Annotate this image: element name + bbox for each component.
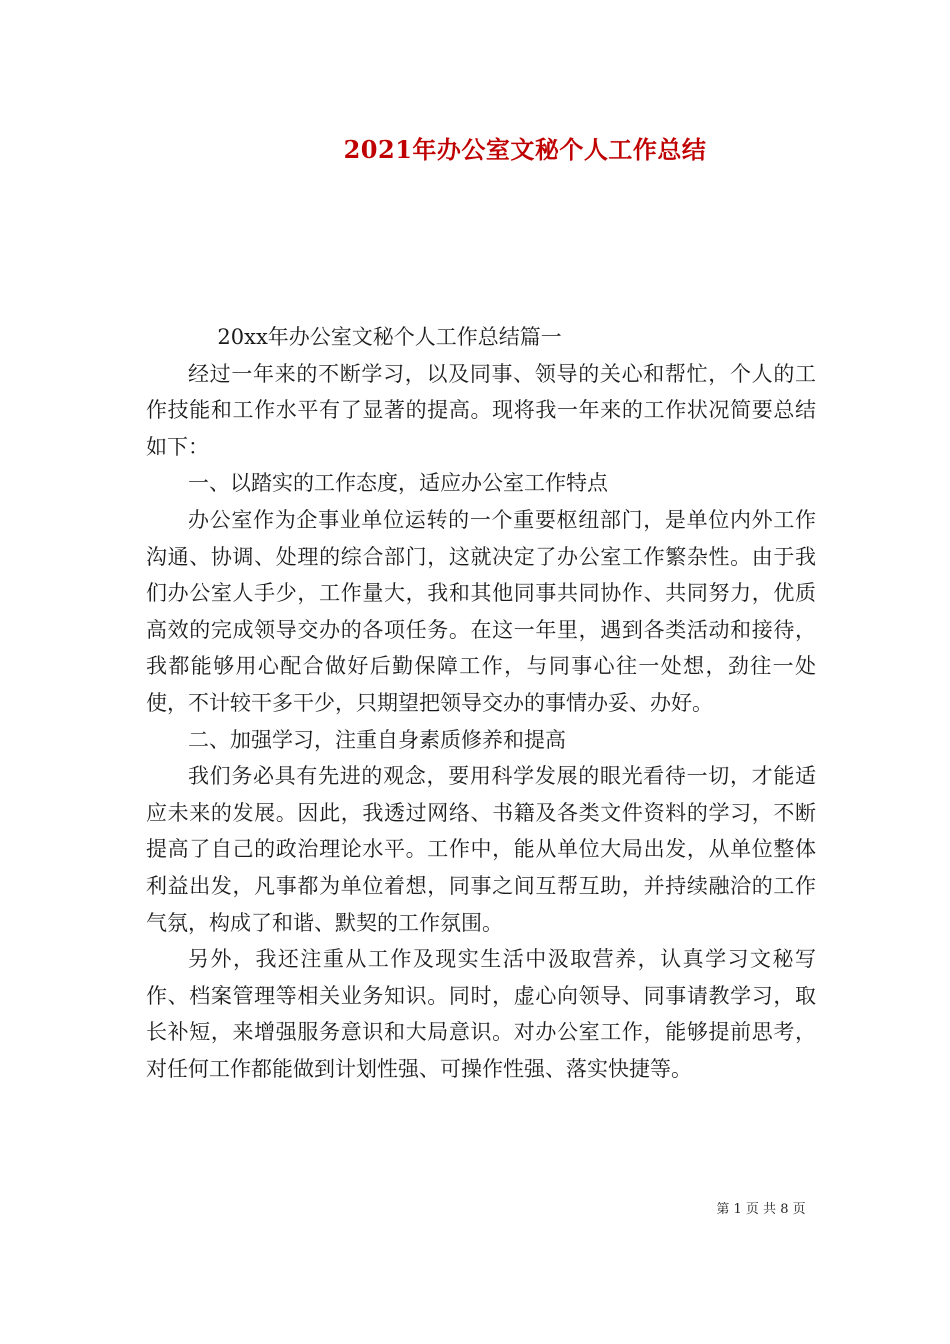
section-heading-2: 二、加强学习，注重自身素质修养和提高	[188, 727, 566, 752]
document-body	[146, 319, 816, 1087]
paragraph-section-1: 办公室作为企事业单位运转的一个重要枢纽部门，是单位内外工作沟通、协调、处理的综合部门，这就决定了办公室工作繁杂性。由于我们办公室人手少，工作量大，我和其他同事共同协作、共同努力，优质高效的完成领导交办的各项任务。在这一年里，遇到各类活动和接待，我都能够用心配合做好后勤保障工作，与同事心往一处想，劲往一处使，不计较干多干少，只期望把领导交办的事情办妥、办好。	[146, 507, 816, 715]
paragraph-intro: 经过一年来的不断学习，以及同事、领导的关心和帮忙，个人的工作技能和工作水平有了显著的提高。现将我一年来的工作状况简要总结如下：	[146, 361, 816, 459]
document-subtitle: 20xx年办公室文秘个人工作总结篇一	[217, 325, 562, 349]
document-title: 2021年办公室文秘个人工作总结	[343, 135, 707, 164]
section-heading-1: 一、以踏实的工作态度，适应办公室工作特点	[188, 471, 608, 496]
paragraph-section-2-continued: 另外，我还注重从工作及现实生活中汲取营养，认真学习文秘写作、档案管理等相关业务知识。同时，虚心向领导、同事请教学习，取长补短，来增强服务意识和大局意识。对办公室工作，能够提前思考，对任何工作都能做到计划性强、可操作性强、落实快捷等。	[146, 947, 816, 1081]
paragraph-section-2: 我们务必具有先进的观念，要用科学发展的眼光看待一切，才能适应未来的发展。因此，我透过网络、书籍及各类文件资料的学习，不断提高了自己的政治理论水平。工作中，能从单位大局出发，从单位整体利益出发，凡事都为单位着想，同事之间互帮互助，并持续融洽的工作气氛，构成了和谐、默契的工作氛围。	[146, 764, 816, 935]
page-indicator: 第 1 页 共 8 页	[716, 1202, 806, 1217]
